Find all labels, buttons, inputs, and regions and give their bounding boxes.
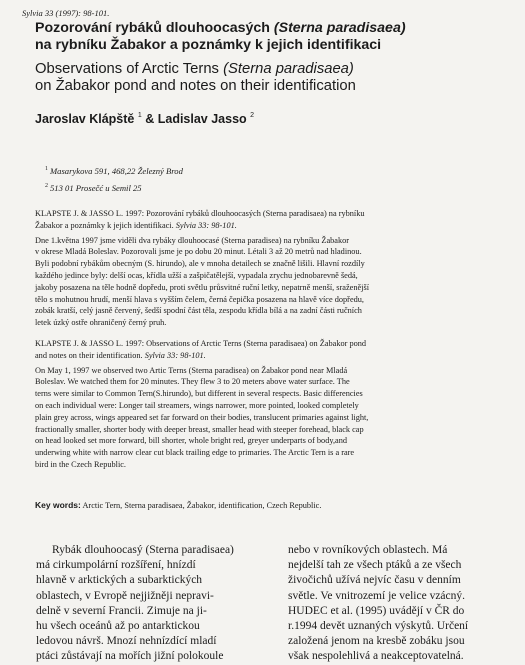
abstract-english-line: on each individual were: Longer tail streamers, wings narrower, more pointed, looked completely [35,400,359,410]
abstract-czech-line: zobák kratší, celý jasně červený, šedší spodní část těla, zespodu křídla bílá a na zadní části ručních [35,306,362,316]
abstract-english-line: plain grey across, wings appeared set far forward on their bodies, translucent primaries against light, [35,412,369,422]
abstract-czech-line: Byli podobní rybákům obecným (S. hirundo), ale v mnoha detailech se značně lišili. Hlavní rozdíly [35,259,365,269]
abstract-czech-line: tělo s mohutnou hrudí, menší hlava s vyšším čelem, černá čepička posazena na hlavě více dopředu, [35,294,365,304]
abstract-czech-line: každého jedince byly: delší ocas, křídla užší a zašpičatělejší, vypadala zrychu jednobarevně šedá, [35,270,358,280]
author-2: Ladislav Jasso [157,112,247,126]
body-line: nebo v rovníkových oblastech. Má [288,544,448,556]
title-czech-line-2: na rybníku Žabakor a poznámky k jejich identifikaci [35,37,382,53]
keywords-label: Key words: [35,500,81,510]
keywords-text: Arctic Tern, Sterna paradisaea, Žabakor, identification, Czech Republic. [80,501,322,510]
author-separator: & [141,112,158,126]
body-line: nejdelší tah ze všech ptáků a ze všech [288,559,462,572]
body-column-left [36,543,256,665]
abstract-english-line: terns were similar to Common Tern(S.hirundo), but different in several respects. Basic differencies [35,389,363,399]
abstract-english-line: bird in the Czech Republic. [35,459,127,469]
abstract-czech-line: Dne 1.května 1997 jsme viděli dva rybáky dlouhoocasé (Sterna paradisea) na rybníku Žabakor [35,235,350,245]
abstract-czech-line: jakoby posazena na těle hodně dopředu, proti světlu průsvitné ruční letky, nepatrně menší, sraženější [35,282,369,292]
citation-czech-line: Žabakor a poznámky k jejich identifikaci. Sylvia 33: 98-101. [35,220,237,230]
abstract-english [35,338,487,471]
title-english [35,61,495,95]
body-line: oblastech, v Evropě nejjižněji nepravi- [36,589,214,602]
citation-english-line: and notes on their identification. Sylvia 33: 98-101. [35,350,206,360]
body-line: HUDEC et al. (1995) uvádějí v ČR do [288,604,465,617]
abstract-english-line: Boleslav. We watched them for 20 minutes. They flew 3 to 20 meters above water surface. The [35,377,350,387]
citation-english-line: KLAPSTE J. & JASSO L. 1997: Observations of Arctic Terns (Sterna paradisaea) on Žabakor pond [35,339,367,348]
body-line: ptáci zůstávají na mořích jižní polokoule [36,650,224,663]
author-2-affiliation: 2 [250,112,255,119]
citation-czech-line: KLAPSTE J. & JASSO L. 1997: Pozorování rybáků dlouhoocasých (Sterna paradisaea) na rybníku [35,209,365,218]
body-line: živočichů užívá nejvíc času v denním [288,574,461,587]
journal-reference: Sylvia 33 (1997): 98-101. [22,8,110,18]
abstract-english-line: underwing white with narrow clear cut black trailing edge to primaries. The Arctic Tern is a rare [35,448,355,458]
body-line: však nespolehlivá a neakceptovatelná. [288,650,464,663]
body-column-right [288,543,500,665]
abstract-english-line: fractionally smaller, shorter body with deeper breast, smaller head with steeper forehead, black cap [35,424,364,434]
body-line: Rybák dlouhoocasý (Sterna paradisaea) [52,544,234,556]
body-line: r.1994 devět uznaných výskytů. Určení [288,620,469,633]
abstract-english-line: on head looked set more forward, bill shorter, whole bright red, greyer underparts of body,and [35,436,348,446]
abstract-english-line: On May 1, 1997 we observed two Artic Terns (Sterna paradisea) on Žabakor pond near Mladá [35,365,348,375]
author-1-affiliation: 1 [137,112,142,119]
title-czech [35,20,495,54]
address-2: $^2$ 513 01 Prosečć u Semil 25 [45,183,142,193]
author-1: Jaroslav Klápště [35,112,135,126]
body-line: světle. Ve vnitrozemí je velice vzácný. [288,589,466,602]
body-line: má cirkumpolární rozšíření, hnízdí [36,559,196,572]
abstract-czech-line: letek úzký ostře ohraničený černý pruh. [35,318,167,328]
title-czech-line-1: Pozorování rybáků dlouhoocasých (Sterna paradisaea) [35,20,406,36]
body-line: ledovou návrš. Mnozí nehnízdící mladí [36,635,217,648]
body-line: hlavně v arktických a subarktických [36,574,203,587]
body-line: delně v severní Francii. Zimuje na ji- [36,604,207,617]
authors [35,112,254,126]
body-line: založená jenom na kresbě zobáku jsou [288,635,465,648]
abstract-czech-line: v okrese Mladá Boleslav. Pozorovali jsme je po dobu 20 minut. Létali 3 až 20 metrů nad hladinou. [35,247,362,257]
title-english-line-2: on Žabakor pond and notes on their identification [35,78,356,94]
keywords [35,500,321,510]
address-1: $^1$ Masarykova 591, 468,22 Železný Brod [45,166,183,176]
body-line: hu všech oceánů až po antarktickou [36,620,200,633]
title-english-line-1: Observations of Arctic Terns (Sterna paradisaea) [35,61,354,77]
abstract-czech [35,208,487,329]
